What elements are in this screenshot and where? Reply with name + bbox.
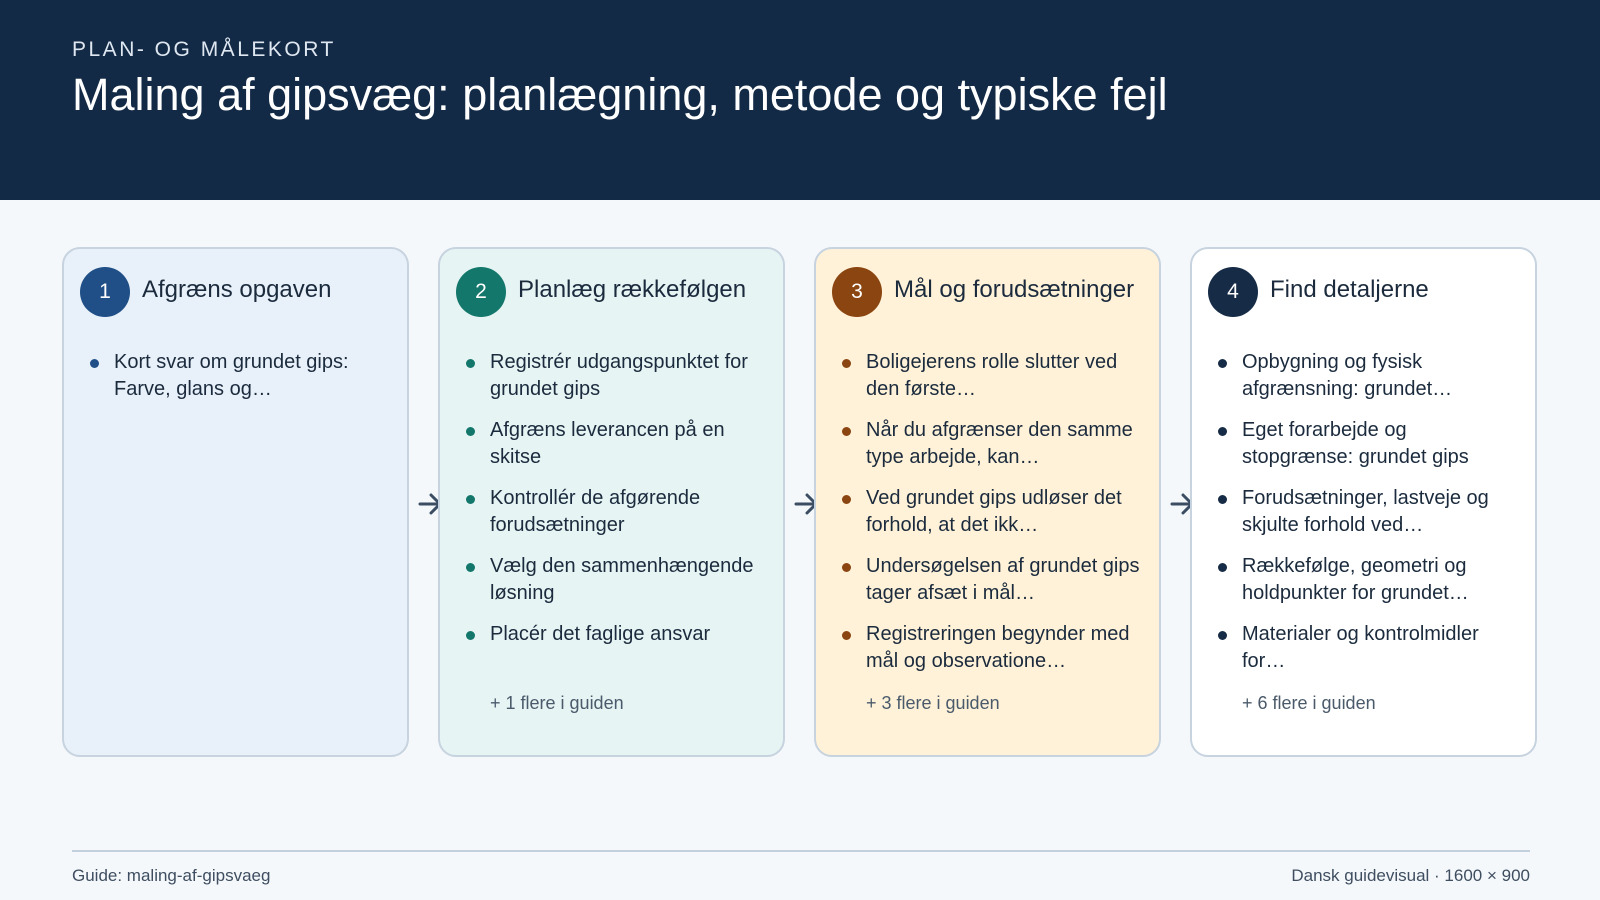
- step-card-3: [814, 247, 1161, 757]
- list-item-text: Når du afgrænser den samme type arbejde, kan…: [866, 419, 1133, 468]
- bullet-dot-icon: [842, 631, 851, 640]
- list-item: [466, 349, 771, 403]
- step-number-badge: 1: [80, 267, 130, 317]
- bullet-list: [842, 349, 1147, 689]
- list-item: [466, 553, 771, 607]
- step-card-1: [62, 247, 409, 757]
- list-item: [842, 485, 1147, 539]
- list-item: [842, 621, 1147, 675]
- bullet-dot-icon: [842, 563, 851, 572]
- bullet-dot-icon: [1218, 563, 1227, 572]
- list-item: [842, 417, 1147, 471]
- list-item: [842, 553, 1147, 607]
- bullet-dot-icon: [842, 495, 851, 504]
- bullet-dot-icon: [842, 359, 851, 368]
- list-item-text: Registrér udgangspunktet for grundet gips: [490, 351, 748, 400]
- bullet-dot-icon: [842, 427, 851, 436]
- list-item-text: Ved grundet gips udløser det forhold, at det ikk…: [866, 487, 1122, 536]
- bullet-dot-icon: [466, 495, 475, 504]
- step-card-title: Mål og forudsætninger: [894, 276, 1135, 303]
- list-item-text: Registreringen begynder med mål og observatione…: [866, 623, 1130, 672]
- bullet-dot-icon: [466, 631, 475, 640]
- footer-guide-label: Guide: maling-af-gipsvaeg: [72, 866, 271, 885]
- step-card-title: Find detaljerne: [1270, 276, 1429, 303]
- list-item: [466, 621, 771, 648]
- list-item-text: Rækkefølge, geometri og holdpunkter for grundet…: [1242, 555, 1469, 604]
- bullet-list: [466, 349, 771, 662]
- footer-divider: [72, 850, 1530, 852]
- footer-meta-label: Dansk guidevisual · 1600 × 900: [1291, 866, 1530, 885]
- list-item: [1218, 349, 1523, 403]
- list-item: [466, 417, 771, 471]
- list-item: [1218, 417, 1523, 471]
- step-card-title: Afgræns opgaven: [142, 276, 332, 303]
- more-in-guide-link[interactable]: + 6 flere i guiden: [1242, 693, 1376, 713]
- step-card-2: [438, 247, 785, 757]
- bullet-dot-icon: [1218, 359, 1227, 368]
- bullet-dot-icon: [1218, 495, 1227, 504]
- step-card-4: [1190, 247, 1537, 757]
- list-item: [1218, 553, 1523, 607]
- header-banner: [0, 0, 1600, 200]
- list-item-text: Eget forarbejde og stopgrænse: grundet gips: [1242, 419, 1469, 468]
- list-item: [1218, 621, 1523, 675]
- list-item: [90, 349, 395, 403]
- list-item-text: Forudsætninger, lastveje og skjulte forhold ved…: [1242, 487, 1489, 536]
- bullet-dot-icon: [1218, 631, 1227, 640]
- step-number-badge: 2: [456, 267, 506, 317]
- page-title: Maling af gipsvæg: planlægning, metode og typiske fejl: [72, 69, 1168, 120]
- list-item: [842, 349, 1147, 403]
- eyebrow-label: PLAN- OG MÅLEKORT: [72, 38, 336, 61]
- list-item: [466, 485, 771, 539]
- bullet-dot-icon: [466, 563, 475, 572]
- list-item-text: Undersøgelsen af grundet gips tager afsæt i mål…: [866, 555, 1140, 604]
- step-number-badge: 3: [832, 267, 882, 317]
- bullet-dot-icon: [90, 359, 99, 368]
- step-card-title: Planlæg rækkefølgen: [518, 276, 747, 303]
- list-item-text: Placér det faglige ansvar: [490, 623, 711, 645]
- list-item-text: Opbygning og fysisk afgrænsning: grundet…: [1242, 351, 1453, 400]
- list-item-text: Boligejerens rolle slutter ved den første…: [866, 351, 1118, 400]
- list-item-text: Kort svar om grundet gips: Farve, glans og…: [114, 351, 349, 400]
- more-in-guide-link[interactable]: + 1 flere i guiden: [490, 693, 624, 713]
- bullet-list: [90, 349, 395, 417]
- step-number-badge: 4: [1208, 267, 1258, 317]
- more-in-guide-link[interactable]: + 3 flere i guiden: [866, 693, 1000, 713]
- bullet-list: [1218, 349, 1523, 689]
- bullet-dot-icon: [466, 427, 475, 436]
- bullet-dot-icon: [466, 359, 475, 368]
- list-item-text: Afgræns leverancen på en skitse: [490, 419, 725, 468]
- list-item-text: Kontrollér de afgørende forudsætninger: [490, 487, 701, 536]
- list-item-text: Materialer og kontrolmidler for…: [1242, 623, 1479, 672]
- bullet-dot-icon: [1218, 427, 1227, 436]
- list-item: [1218, 485, 1523, 539]
- list-item-text: Vælg den sammenhængende løsning: [490, 555, 754, 604]
